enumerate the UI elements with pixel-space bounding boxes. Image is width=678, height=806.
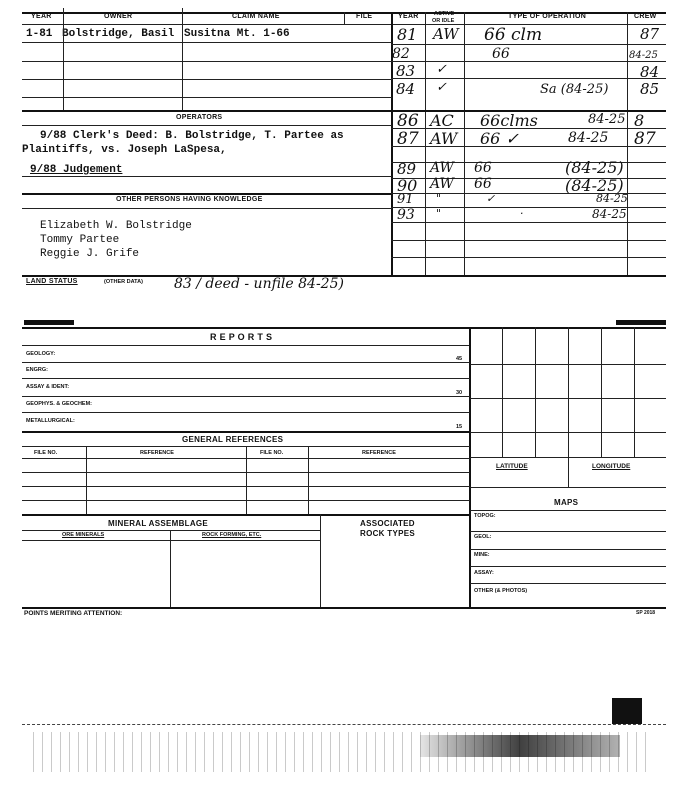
sep [182,8,183,24]
act-ref-93: 84-25 [592,207,627,221]
claim-owner: Bolstridge, Basil [62,28,175,40]
rule [22,193,392,195]
act-ref-89: (84-25) [565,158,624,177]
operators-line-2: Plaintiffs, vs. Joseph LaSpesa, [22,144,227,156]
sep [170,530,171,607]
act-type-84: Sa (84-25) [540,82,609,97]
sep [63,8,64,24]
maps-geol: GEOL: [474,534,492,540]
rule [22,125,392,126]
rule [470,531,666,532]
act-status-91: " [436,192,442,205]
knowledge-name-3: Reggie J. Grife [40,248,140,260]
act-type-82: 66 [492,46,510,62]
rule [22,327,666,329]
report-metallurgical: METALLURGICAL: [26,418,75,424]
longitude-label: LONGITUDE [592,463,631,470]
sep [344,12,345,24]
rule [391,78,666,79]
act-year-87: 87 [397,129,419,149]
act-crew-83: 84 [640,63,660,81]
knowledge-title: OTHER PERSONS HAVING KNOWLEDGE [116,196,263,203]
rule [470,398,666,399]
report-geophys: GEOPHYS. & GEOCHEM: [26,401,93,407]
sep [634,327,635,457]
rule [22,208,392,209]
gen-refs-reference-2: REFERENCE [362,450,396,456]
sep [601,327,602,457]
black-bar-right [616,320,666,325]
act-status-83: ✓ [436,62,447,77]
act-status-90: AW [430,176,454,192]
rule [470,487,666,488]
rule [22,607,666,609]
black-bar-left [24,320,74,325]
act-type-87: 66 ✓ [480,129,519,148]
sep [246,446,247,514]
header-claim-name: CLAIM NAME [232,13,280,20]
report-assay-num: 30 [456,390,463,396]
header-or-idle: OR IDLE [432,18,455,24]
report-engrg: ENGRG: [26,367,48,373]
rule [470,566,666,567]
act-type-81: 66 clm [484,25,543,45]
header-owner: OWNER [104,13,133,20]
act-crew-81: 87 [640,25,660,43]
act-year-83: 83 [396,62,416,80]
knowledge-name-1: Elizabeth W. Bolstridge [40,220,192,232]
header-type-of-operation: TYPE OF OPERATION [508,13,587,20]
rule [22,176,392,177]
rule [470,549,666,550]
scan-smudge [420,735,620,757]
act-status-81: AW [433,25,459,43]
sep [464,12,465,275]
scan-artifact-line [22,724,666,725]
claim-name: Susitna Mt. 1-66 [184,28,290,40]
act-type-93: · [520,207,524,220]
rule [470,364,666,365]
mineral-rock: ROCK FORMING, ETC. [202,532,262,538]
header-active: ACTIVE [434,11,455,17]
act-year-89: 89 [397,160,417,178]
reports-right-border [469,327,471,607]
rule [391,257,666,258]
knowledge-name-2: Tommy Partee [40,234,120,246]
report-assay: ASSAY & IDENT: [26,384,70,390]
report-geology: GEOLOGY: [26,351,56,357]
act-year-82: 82 [392,46,410,62]
gen-refs-file-no-2: FILE NO. [260,450,284,456]
form-number: SP 2018 [636,610,656,616]
rule [22,79,392,80]
sep [182,24,183,110]
sep [320,514,321,607]
rule [22,396,470,397]
report-metallurgical-num: 15 [456,424,463,430]
rule [22,378,470,379]
rule [22,275,666,277]
rule [470,510,666,511]
land-status-sub: (OTHER DATA) [104,279,143,285]
sep [502,327,503,457]
maps-assay: ASSAY: [474,570,494,576]
act-crew-86: 8 [634,111,645,130]
latitude-label: LATITUDE [496,463,528,470]
act-crew-82: 84-25 [629,50,658,61]
act-ref-87: 84-25 [568,130,609,146]
header-crew: CREW [634,13,657,20]
assoc-2: ROCK TYPES [360,529,416,538]
act-ref-86: 84-25 [588,112,626,127]
mineral-title: MINERAL ASSEMBLAGE [108,519,209,528]
act-type-90: 66 [474,176,492,192]
act-year-81: 81 [397,25,418,44]
rule [22,42,392,43]
land-status-label: LAND STATUS [26,278,78,285]
assoc-1: ASSOCIATED [360,519,415,528]
act-year-93: 93 [397,207,415,223]
gen-refs-file-no-1: FILE NO. [34,450,58,456]
sep [568,327,569,487]
sep [535,327,536,457]
rule [22,514,470,516]
sep [63,24,64,110]
act-status-86: AC [430,111,454,130]
operators-line-3: 9/88 Judgement [30,164,123,176]
sep [425,12,426,275]
act-type-91: ✓ [486,192,496,205]
act-type-89: 66 [474,160,492,176]
operators-line-1: 9/88 Clerk's Deed: B. Bolstridge, T. Partee as [40,130,344,142]
rule [391,61,666,62]
rule [22,431,470,433]
act-year-90: 90 [397,176,418,195]
act-status-87: AW [430,129,458,148]
gen-refs-reference-1: REFERENCE [140,450,174,456]
rule [22,530,320,531]
sep [308,446,309,514]
gen-refs-title: GENERAL REFERENCES [182,435,284,444]
act-year-91: 91 [397,192,414,207]
sep [86,446,87,514]
land-status-value: 83 / deed - unfile 84-25) [174,276,344,292]
scan-artifact-block [612,698,642,724]
act-crew-84: 85 [640,80,660,98]
rule [470,583,666,584]
mineral-ore: ORE MINERALS [62,532,105,538]
act-crew-87: 87 [634,129,656,149]
points-meriting-attention: POINTS MERITING ATTENTION: [24,610,123,617]
rule [22,362,470,363]
rule [22,97,392,98]
rule [22,540,320,541]
rule [470,432,666,433]
rule [22,412,470,413]
header-year-2: YEAR [398,13,419,20]
header-bottom-rule [22,24,666,25]
rule [470,457,666,458]
header-file: FILE [356,13,373,20]
act-year-84: 84 [396,80,416,98]
operators-title: OPERATORS [176,114,223,121]
maps-title: MAPS [554,498,579,507]
act-status-89: AW [430,160,454,176]
act-type-86: 66clms [480,111,538,130]
reports-title: R E P O R T S [210,332,273,342]
rule [391,222,666,223]
act-year-86: 86 [397,111,419,131]
claim-year: 1-81 [26,28,53,40]
sep [627,12,628,275]
maps-mine: MINE: [474,552,490,558]
act-status-93: " [436,207,442,220]
report-geology-num: 45 [456,356,463,362]
maps-other: OTHER (& PHOTOS) [474,588,528,594]
act-status-84: ✓ [436,80,447,95]
maps-topog: TOPOG: [474,513,496,519]
rule [391,240,666,241]
rule [22,345,470,346]
act-ref-91: 84-25 [596,192,628,205]
rule [22,110,392,112]
act-ref-90: (84-25) [565,176,624,195]
rule [22,61,392,62]
header-year: YEAR [31,13,52,20]
